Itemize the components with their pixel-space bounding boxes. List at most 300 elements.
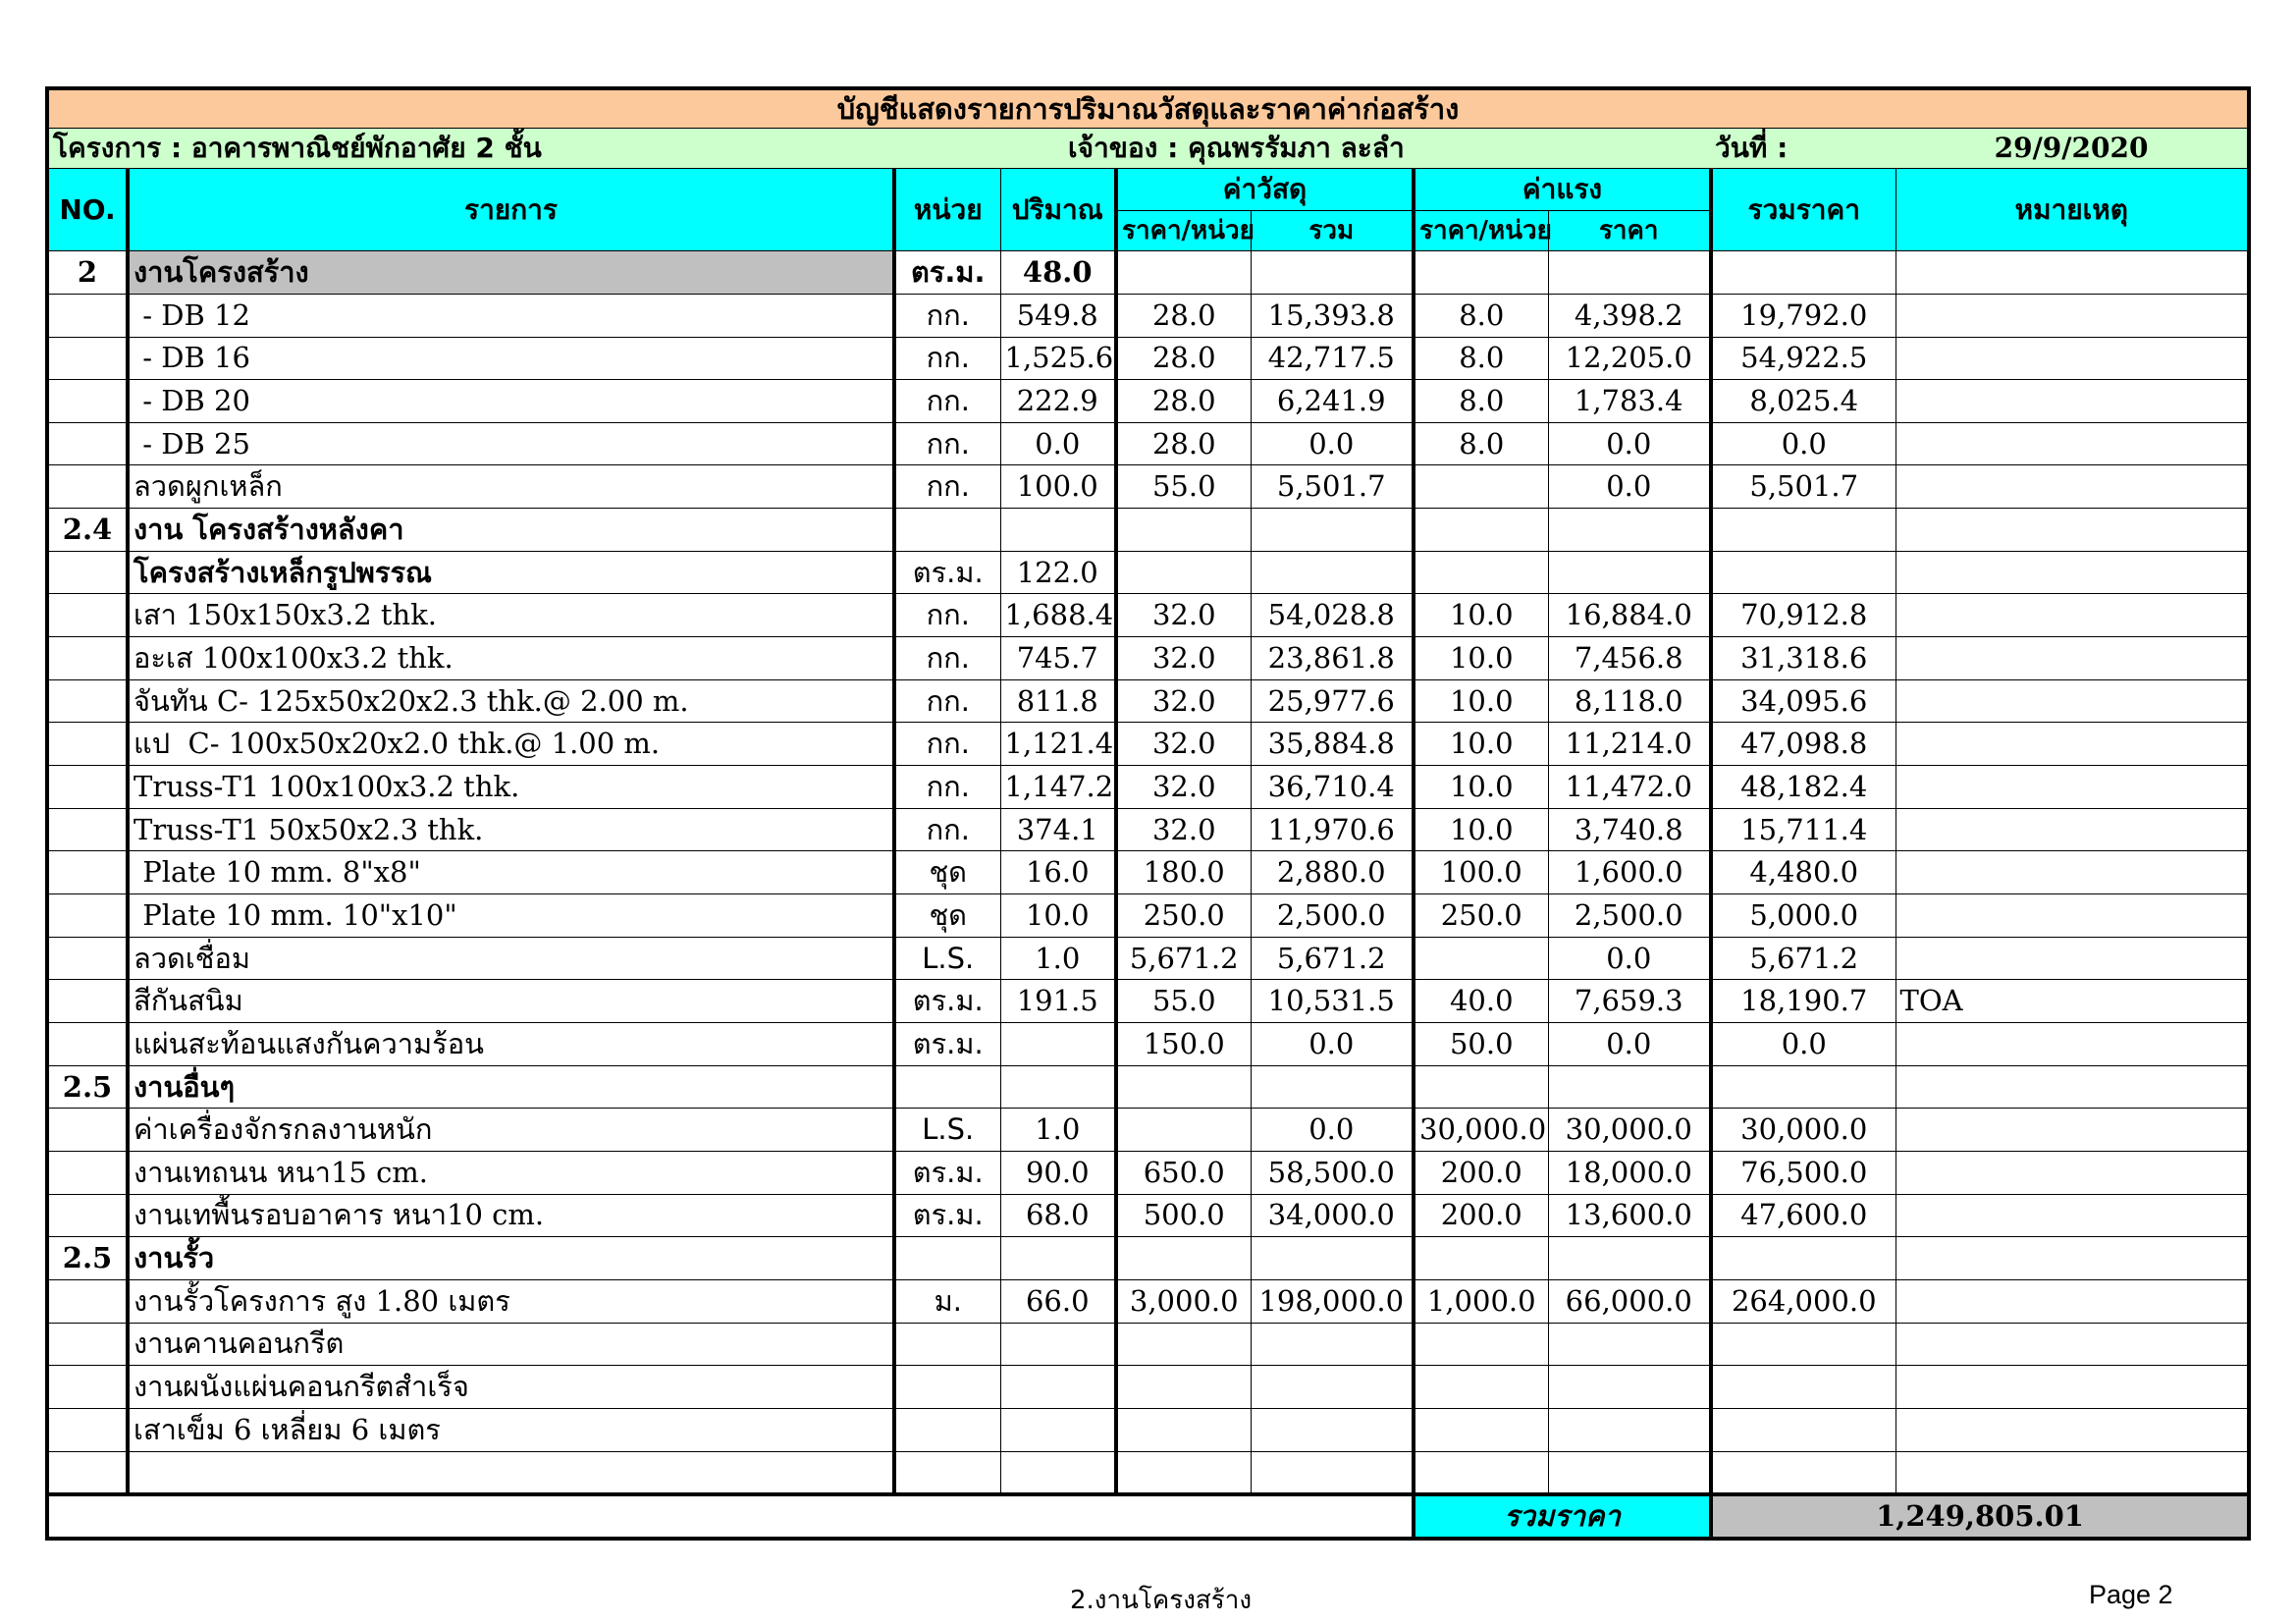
row-qty [1000, 1408, 1116, 1451]
row-material-total: 42,717.5 [1251, 337, 1414, 380]
row-no [47, 808, 128, 851]
row-no [47, 894, 128, 938]
row-qty: 68.0 [1000, 1194, 1116, 1237]
footer-sheet-name: 2.งานโครงสร้าง [1070, 1586, 1253, 1615]
row-unit: ตร.ม. [894, 251, 1000, 295]
row-unit: กก. [894, 380, 1000, 423]
date-value: 29/9/2020 [1896, 129, 2249, 169]
row-sum: 76,500.0 [1711, 1151, 1896, 1194]
row-labor-unit-price [1414, 1323, 1548, 1366]
row-labor-unit-price: 10.0 [1414, 679, 1548, 723]
row-labor-unit-price [1414, 1408, 1548, 1451]
row-qty [1000, 1366, 1116, 1409]
row-material-unit-price: 28.0 [1116, 294, 1251, 337]
row-labor-unit-price: 30,000.0 [1414, 1109, 1548, 1152]
row-note [1896, 1323, 2249, 1366]
row-no [47, 1279, 128, 1323]
row-labor-price [1548, 509, 1711, 552]
row-sum [1711, 251, 1896, 295]
row-labor-price: 16,884.0 [1548, 594, 1711, 637]
row-sum [1711, 509, 1896, 552]
table-row [47, 1451, 2249, 1494]
row-material-unit-price: 32.0 [1116, 637, 1251, 680]
row-item: โครงสร้างเหล็กรูปพรรณ [128, 551, 894, 594]
row-qty: 811.8 [1000, 679, 1116, 723]
row-material-total: 25,977.6 [1251, 679, 1414, 723]
row-material-unit-price: 5,671.2 [1116, 937, 1251, 980]
row-note [1896, 380, 2249, 423]
row-no [47, 851, 128, 894]
row-no [47, 937, 128, 980]
project-info-row [47, 129, 2249, 169]
table-row [47, 465, 2249, 509]
row-unit: กก. [894, 808, 1000, 851]
row-unit: กก. [894, 337, 1000, 380]
row-material-unit-price: 3,000.0 [1116, 1279, 1251, 1323]
row-material-unit-price [1116, 551, 1251, 594]
row-labor-price: 1,600.0 [1548, 851, 1711, 894]
table-row [47, 980, 2249, 1023]
row-material-total: 35,884.8 [1251, 723, 1414, 766]
row-note [1896, 251, 2249, 295]
row-sum: 8,025.4 [1711, 380, 1896, 423]
row-material-unit-price [1116, 1109, 1251, 1152]
row-labor-price: 11,472.0 [1548, 766, 1711, 809]
row-sum: 70,912.8 [1711, 594, 1896, 637]
row-no [47, 380, 128, 423]
row-qty: 191.5 [1000, 980, 1116, 1023]
row-no [47, 1194, 128, 1237]
row-item: - DB 20 [128, 380, 894, 423]
table-row [47, 637, 2249, 680]
row-labor-unit-price: 8.0 [1414, 337, 1548, 380]
row-material-unit-price: 28.0 [1116, 380, 1251, 423]
row-sum: 5,501.7 [1711, 465, 1896, 509]
row-sum [1711, 1366, 1896, 1409]
row-labor-price: 18,000.0 [1548, 1151, 1711, 1194]
row-note [1896, 1451, 2249, 1494]
row-sum: 5,671.2 [1711, 937, 1896, 980]
row-labor-unit-price: 250.0 [1414, 894, 1548, 938]
column-header-row-1 [47, 169, 2249, 211]
row-qty: 122.0 [1000, 551, 1116, 594]
row-unit: กก. [894, 637, 1000, 680]
table-row [47, 937, 2249, 980]
row-material-total [1251, 1408, 1414, 1451]
grand-total: 1,249,805.01 [1711, 1494, 2249, 1539]
row-note [1896, 294, 2249, 337]
row-qty: 1,121.4 [1000, 723, 1116, 766]
owner-name: เจ้าของ : คุณพรรัมภา ละลำ [1251, 129, 1711, 169]
sheet-title: บัญชีแสดงรายการปริมาณวัสดุและราคาค่าก่อสร้าง [47, 88, 2249, 129]
row-note [1896, 1237, 2249, 1280]
row-item: - DB 25 [128, 422, 894, 465]
row-sum: 0.0 [1711, 1023, 1896, 1066]
row-material-unit-price: 32.0 [1116, 723, 1251, 766]
row-labor-unit-price: 50.0 [1414, 1023, 1548, 1066]
row-material-unit-price: 55.0 [1116, 465, 1251, 509]
table-row [47, 551, 2249, 594]
row-material-total [1251, 509, 1414, 552]
row-unit: ตร.ม. [894, 1023, 1000, 1066]
row-no [47, 980, 128, 1023]
col-header-labor: ค่าแรง [1414, 169, 1711, 211]
row-material-unit-price [1116, 509, 1251, 552]
row-material-total: 0.0 [1251, 1023, 1414, 1066]
row-material-unit-price: 250.0 [1116, 894, 1251, 938]
table-row [47, 808, 2249, 851]
row-labor-price: 0.0 [1548, 465, 1711, 509]
row-unit: ตร.ม. [894, 980, 1000, 1023]
row-item: Truss-T1 50x50x2.3 thk. [128, 808, 894, 851]
row-qty: 1,688.4 [1000, 594, 1116, 637]
row-material-total: 5,671.2 [1251, 937, 1414, 980]
row-note [1896, 723, 2249, 766]
row-unit: ตร.ม. [894, 1151, 1000, 1194]
row-no [47, 1323, 128, 1366]
row-labor-unit-price: 10.0 [1414, 637, 1548, 680]
row-material-unit-price: 55.0 [1116, 980, 1251, 1023]
row-sum [1711, 1065, 1896, 1109]
table-row [47, 1323, 2249, 1366]
row-material-unit-price [1116, 1451, 1251, 1494]
row-sum: 48,182.4 [1711, 766, 1896, 809]
row-sum: 47,600.0 [1711, 1194, 1896, 1237]
row-no: 2 [47, 251, 128, 295]
row-no [47, 637, 128, 680]
row-note [1896, 465, 2249, 509]
row-material-unit-price: 500.0 [1116, 1194, 1251, 1237]
row-unit [894, 509, 1000, 552]
row-material-total: 198,000.0 [1251, 1279, 1414, 1323]
row-no [47, 1408, 128, 1451]
row-qty: 745.7 [1000, 637, 1116, 680]
row-labor-unit-price: 40.0 [1414, 980, 1548, 1023]
row-labor-price [1548, 1451, 1711, 1494]
row-unit: ชุด [894, 851, 1000, 894]
row-no [47, 723, 128, 766]
row-item: งานรั้วโครงการ สูง 1.80 เมตร [128, 1279, 894, 1323]
col-header-note: หมายเหตุ [1896, 169, 2249, 251]
col-header-no: NO. [47, 169, 128, 251]
row-item: - DB 12 [128, 294, 894, 337]
row-labor-unit-price [1414, 1451, 1548, 1494]
row-unit: กก. [894, 422, 1000, 465]
row-item: Plate 10 mm. 8"x8" [128, 851, 894, 894]
row-labor-price: 1,783.4 [1548, 380, 1711, 423]
row-labor-price: 30,000.0 [1548, 1109, 1711, 1152]
row-item: งานโครงสร้าง [128, 251, 894, 295]
row-unit: กก. [894, 766, 1000, 809]
row-material-unit-price: 32.0 [1116, 679, 1251, 723]
row-labor-price [1548, 551, 1711, 594]
row-no [47, 422, 128, 465]
row-qty: 1.0 [1000, 937, 1116, 980]
col-header-material: ค่าวัสดุ [1116, 169, 1414, 211]
table-row [47, 380, 2249, 423]
row-sum: 34,095.6 [1711, 679, 1896, 723]
row-note [1896, 1109, 2249, 1152]
col-header-material-unit-price: ราคา/หน่วย [1116, 211, 1251, 251]
row-qty: 100.0 [1000, 465, 1116, 509]
row-note [1896, 1408, 2249, 1451]
row-note [1896, 851, 2249, 894]
row-item: งานรั้ว [128, 1237, 894, 1280]
row-item: แป C- 100x50x20x2.0 thk.@ 1.00 m. [128, 723, 894, 766]
row-note [1896, 594, 2249, 637]
row-note [1896, 1065, 2249, 1109]
row-labor-price: 7,659.3 [1548, 980, 1711, 1023]
row-no [47, 465, 128, 509]
row-note: TOA [1896, 980, 2249, 1023]
table-row [47, 1408, 2249, 1451]
row-labor-unit-price: 200.0 [1414, 1194, 1548, 1237]
row-item: ค่าเครื่องจักรกลงานหนัก [128, 1109, 894, 1152]
row-labor-unit-price [1414, 551, 1548, 594]
total-label: รวมราคา [1414, 1494, 1711, 1539]
row-unit [894, 1065, 1000, 1109]
boq-sheet [45, 86, 2247, 1541]
table-row [47, 251, 2249, 295]
row-unit: ชุด [894, 894, 1000, 938]
row-material-total: 0.0 [1251, 1109, 1414, 1152]
table-row [47, 1194, 2249, 1237]
row-item: งานคานคอนกรีต [128, 1323, 894, 1366]
row-qty: 10.0 [1000, 894, 1116, 938]
row-no [47, 337, 128, 380]
row-note [1896, 337, 2249, 380]
row-material-unit-price: 32.0 [1116, 766, 1251, 809]
table-row [47, 509, 2249, 552]
row-qty: 48.0 [1000, 251, 1116, 295]
row-item: เสา 150x150x3.2 thk. [128, 594, 894, 637]
table-row [47, 723, 2249, 766]
row-material-total [1251, 251, 1414, 295]
row-material-unit-price: 150.0 [1116, 1023, 1251, 1066]
row-qty: 549.8 [1000, 294, 1116, 337]
row-labor-price: 13,600.0 [1548, 1194, 1711, 1237]
row-material-total: 15,393.8 [1251, 294, 1414, 337]
row-material-total [1251, 551, 1414, 594]
col-header-item: รายการ [128, 169, 894, 251]
row-labor-price: 3,740.8 [1548, 808, 1711, 851]
row-material-total: 36,710.4 [1251, 766, 1414, 809]
table-row [47, 766, 2249, 809]
row-material-unit-price [1116, 1408, 1251, 1451]
row-note [1896, 894, 2249, 938]
row-no [47, 551, 128, 594]
row-labor-price: 11,214.0 [1548, 723, 1711, 766]
row-material-total [1251, 1237, 1414, 1280]
col-header-material-total: รวม [1251, 211, 1414, 251]
title-row [47, 88, 2249, 129]
row-note [1896, 766, 2249, 809]
row-note [1896, 679, 2249, 723]
row-material-unit-price [1116, 1366, 1251, 1409]
row-item: ลวดผูกเหล็ก [128, 465, 894, 509]
row-sum: 54,922.5 [1711, 337, 1896, 380]
table-row [47, 1109, 2249, 1152]
row-labor-price: 7,456.8 [1548, 637, 1711, 680]
row-note [1896, 1366, 2249, 1409]
table-row [47, 1023, 2249, 1066]
row-labor-price: 4,398.2 [1548, 294, 1711, 337]
row-material-unit-price: 32.0 [1116, 808, 1251, 851]
row-labor-unit-price: 10.0 [1414, 808, 1548, 851]
row-qty: 0.0 [1000, 422, 1116, 465]
row-labor-unit-price: 100.0 [1414, 851, 1548, 894]
row-material-total: 2,500.0 [1251, 894, 1414, 938]
row-unit: ตร.ม. [894, 1194, 1000, 1237]
row-qty [1000, 1023, 1116, 1066]
row-item: งานเทพื้นรอบอาคาร หนา10 cm. [128, 1194, 894, 1237]
table-row [47, 294, 2249, 337]
row-item: อะเส 100x100x3.2 thk. [128, 637, 894, 680]
row-no [47, 1366, 128, 1409]
row-no [47, 594, 128, 637]
row-labor-unit-price: 8.0 [1414, 380, 1548, 423]
table-row [47, 594, 2249, 637]
row-labor-unit-price [1414, 1065, 1548, 1109]
row-qty [1000, 1323, 1116, 1366]
row-unit [894, 1237, 1000, 1280]
row-material-total [1251, 1323, 1414, 1366]
row-material-unit-price [1116, 1237, 1251, 1280]
row-no [47, 1151, 128, 1194]
boq-rows [47, 251, 2249, 1494]
row-sum: 0.0 [1711, 422, 1896, 465]
total-spacer [47, 1494, 1414, 1539]
table-row [47, 1065, 2249, 1109]
row-material-total: 11,970.6 [1251, 808, 1414, 851]
row-unit: กก. [894, 594, 1000, 637]
row-sum: 47,098.8 [1711, 723, 1896, 766]
row-unit: ตร.ม. [894, 551, 1000, 594]
row-no: 2.4 [47, 509, 128, 552]
date-label: วันที่ : [1711, 129, 1896, 169]
table-row [47, 894, 2249, 938]
row-sum [1711, 1408, 1896, 1451]
row-item: Plate 10 mm. 10"x10" [128, 894, 894, 938]
row-sum [1711, 1323, 1896, 1366]
col-header-qty: ปริมาณ [1000, 169, 1116, 251]
row-item: เสาเข็ม 6 เหลี่ยม 6 เมตร [128, 1408, 894, 1451]
row-unit [894, 1408, 1000, 1451]
table-row [47, 422, 2249, 465]
row-item: สีกันสนิม [128, 980, 894, 1023]
row-qty: 374.1 [1000, 808, 1116, 851]
row-material-total: 0.0 [1251, 422, 1414, 465]
row-unit: กก. [894, 723, 1000, 766]
row-no [47, 766, 128, 809]
row-note [1896, 1151, 2249, 1194]
row-material-total: 10,531.5 [1251, 980, 1414, 1023]
row-item: งานอื่นๆ [128, 1065, 894, 1109]
row-labor-unit-price: 8.0 [1414, 422, 1548, 465]
row-labor-price: 0.0 [1548, 937, 1711, 980]
row-sum [1711, 1451, 1896, 1494]
row-labor-unit-price [1414, 937, 1548, 980]
row-note [1896, 551, 2249, 594]
row-no [47, 1451, 128, 1494]
table-row [47, 679, 2249, 723]
row-material-unit-price: 32.0 [1116, 594, 1251, 637]
row-labor-unit-price: 8.0 [1414, 294, 1548, 337]
row-material-unit-price [1116, 1323, 1251, 1366]
row-qty: 1,525.6 [1000, 337, 1116, 380]
table-row [47, 1366, 2249, 1409]
row-labor-price: 8,118.0 [1548, 679, 1711, 723]
row-labor-price: 66,000.0 [1548, 1279, 1711, 1323]
row-item: งาน โครงสร้างหลังคา [128, 509, 894, 552]
row-sum: 264,000.0 [1711, 1279, 1896, 1323]
boq-table [45, 86, 2251, 1541]
row-labor-price [1548, 1366, 1711, 1409]
row-sum: 30,000.0 [1711, 1109, 1896, 1152]
table-row [47, 851, 2249, 894]
row-no: 2.5 [47, 1237, 128, 1280]
row-labor-price: 12,205.0 [1548, 337, 1711, 380]
row-qty: 1.0 [1000, 1109, 1116, 1152]
row-labor-price [1548, 1323, 1711, 1366]
row-item: งานเทถนน หนา15 cm. [128, 1151, 894, 1194]
row-qty [1000, 1451, 1116, 1494]
row-note [1896, 1194, 2249, 1237]
row-sum: 4,480.0 [1711, 851, 1896, 894]
row-qty: 66.0 [1000, 1279, 1116, 1323]
col-header-labor-price: ราคา [1548, 211, 1711, 251]
row-labor-unit-price: 200.0 [1414, 1151, 1548, 1194]
row-note [1896, 637, 2249, 680]
table-row [47, 1279, 2249, 1323]
col-header-unit: หน่วย [894, 169, 1000, 251]
row-item: - DB 16 [128, 337, 894, 380]
row-material-unit-price [1116, 1065, 1251, 1109]
row-material-total: 34,000.0 [1251, 1194, 1414, 1237]
row-unit: ม. [894, 1279, 1000, 1323]
row-labor-unit-price: 10.0 [1414, 723, 1548, 766]
row-qty [1000, 509, 1116, 552]
row-labor-unit-price [1414, 1366, 1548, 1409]
project-name: โครงการ : อาคารพาณิชย์พักอาศัย 2 ชั้น [47, 129, 1251, 169]
row-sum [1711, 1237, 1896, 1280]
row-material-total [1251, 1451, 1414, 1494]
row-labor-price [1548, 251, 1711, 295]
row-item: งานผนังแผ่นคอนกรีตสำเร็จ [128, 1366, 894, 1409]
row-note [1896, 422, 2249, 465]
row-note [1896, 1279, 2249, 1323]
row-sum: 18,190.7 [1711, 980, 1896, 1023]
row-material-total [1251, 1065, 1414, 1109]
row-material-total: 5,501.7 [1251, 465, 1414, 509]
row-labor-unit-price: 10.0 [1414, 594, 1548, 637]
row-no [47, 294, 128, 337]
row-sum: 31,318.6 [1711, 637, 1896, 680]
row-unit: กก. [894, 679, 1000, 723]
row-qty [1000, 1065, 1116, 1109]
row-material-unit-price: 28.0 [1116, 422, 1251, 465]
row-no [47, 1109, 128, 1152]
row-material-unit-price: 28.0 [1116, 337, 1251, 380]
row-labor-unit-price: 1,000.0 [1414, 1279, 1548, 1323]
row-qty [1000, 1237, 1116, 1280]
row-item: แผ่นสะท้อนแสงกันความร้อน [128, 1023, 894, 1066]
row-labor-price [1548, 1408, 1711, 1451]
row-sum [1711, 551, 1896, 594]
footer-page-number: Page 2 [2089, 1580, 2173, 1609]
row-note [1896, 1023, 2249, 1066]
row-sum: 15,711.4 [1711, 808, 1896, 851]
